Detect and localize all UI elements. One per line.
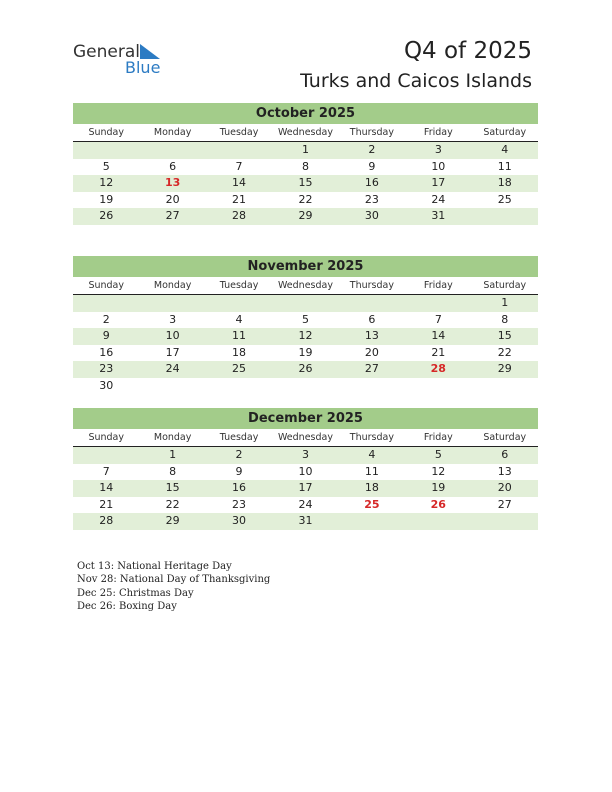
day-cell: 19 xyxy=(99,192,114,206)
day-cell: 13 xyxy=(497,464,512,478)
day-cell: 29 xyxy=(165,514,180,527)
logo-text-blue: Blue xyxy=(125,58,161,77)
day-cell xyxy=(206,378,272,395)
day-cell: 18 xyxy=(232,345,247,359)
day-cell: 25 xyxy=(232,362,247,375)
day-cell: 12 xyxy=(99,176,114,189)
holiday-note: Nov 28: National Day of Thanksgiving xyxy=(77,574,271,586)
week-row xyxy=(73,142,538,159)
day-cell: 22 xyxy=(165,497,180,511)
calendar-november xyxy=(73,256,538,394)
day-cell: 9 xyxy=(368,159,376,173)
week-row xyxy=(73,497,538,514)
general-blue-logo xyxy=(73,40,183,80)
day-cell: 26 xyxy=(298,362,313,375)
week-row xyxy=(73,361,538,378)
day-cell xyxy=(272,378,338,395)
weekday-label: Saturday xyxy=(483,127,527,138)
weekday-label: Tuesday xyxy=(219,127,259,138)
week-row xyxy=(73,480,538,497)
day-cell: 10 xyxy=(431,159,446,173)
day-cell: 28 xyxy=(232,209,247,222)
weekday-label: Wednesday xyxy=(277,280,333,291)
holiday-day-cell: 26 xyxy=(430,497,446,511)
day-cell xyxy=(73,295,139,312)
day-cell: 17 xyxy=(165,345,180,359)
day-cell: 5 xyxy=(301,312,309,326)
day-cell: 26 xyxy=(99,209,114,222)
day-cell xyxy=(139,295,205,312)
day-cell: 16 xyxy=(99,345,114,359)
holiday-day-cell: 28 xyxy=(430,362,446,375)
day-cell: 4 xyxy=(368,448,376,461)
day-cell: 6 xyxy=(368,312,376,326)
weekday-header-row xyxy=(73,125,538,142)
day-cell: 16 xyxy=(232,481,247,494)
page-title: Q4 of 2025 xyxy=(403,38,532,64)
week-row xyxy=(73,513,538,530)
day-cell: 9 xyxy=(102,329,110,342)
day-cell: 19 xyxy=(431,481,446,494)
day-cell xyxy=(139,378,205,395)
week-row xyxy=(73,345,538,362)
day-cell: 21 xyxy=(99,497,114,511)
day-cell: 31 xyxy=(298,514,313,527)
weekday-label: Monday xyxy=(153,432,192,443)
week-row xyxy=(73,175,538,192)
day-cell: 21 xyxy=(431,345,446,359)
day-cell xyxy=(272,295,338,312)
day-cell xyxy=(73,142,139,159)
weekday-label: Tuesday xyxy=(219,432,259,443)
week-row xyxy=(73,208,538,225)
week-row xyxy=(73,328,538,345)
day-cell: 2 xyxy=(368,143,376,156)
week-row xyxy=(73,447,538,464)
weekday-label: Saturday xyxy=(483,280,527,291)
day-cell: 8 xyxy=(501,312,509,326)
day-cell: 20 xyxy=(497,481,512,494)
weekday-label: Thursday xyxy=(349,127,394,138)
weekday-label: Sunday xyxy=(88,127,124,138)
day-cell: 29 xyxy=(298,209,313,222)
day-cell: 14 xyxy=(232,176,247,189)
holiday-notes-list xyxy=(77,560,270,613)
day-cell: 27 xyxy=(165,209,180,222)
day-cell: 23 xyxy=(232,497,247,511)
day-cell: 29 xyxy=(497,362,512,375)
holiday-note: Oct 13: National Heritage Day xyxy=(77,561,232,572)
day-cell: 4 xyxy=(501,143,509,156)
day-cell: 17 xyxy=(431,176,446,189)
day-cell: 15 xyxy=(165,481,180,494)
holiday-day-cell: 13 xyxy=(164,176,181,189)
day-cell: 24 xyxy=(431,192,446,206)
day-cell: 19 xyxy=(298,345,313,359)
month-title: October 2025 xyxy=(73,103,538,124)
day-cell: 15 xyxy=(497,329,512,342)
day-cell: 15 xyxy=(298,176,313,189)
month-title: November 2025 xyxy=(73,256,538,277)
day-cell: 8 xyxy=(169,464,177,478)
day-cell: 12 xyxy=(431,464,446,478)
day-cell xyxy=(472,513,538,530)
weekday-label: Monday xyxy=(153,280,192,291)
day-cell: 27 xyxy=(364,362,379,375)
day-cell xyxy=(206,142,272,159)
day-cell: 27 xyxy=(497,497,512,511)
day-cell: 18 xyxy=(364,481,379,494)
weekday-label: Thursday xyxy=(349,280,394,291)
day-cell: 18 xyxy=(497,176,512,189)
week-row xyxy=(73,159,538,176)
day-cell: 11 xyxy=(232,329,247,342)
day-cell: 20 xyxy=(165,192,180,206)
weekday-label: Friday xyxy=(423,432,453,443)
day-cell: 21 xyxy=(232,192,247,206)
day-cell xyxy=(206,295,272,312)
calendar-december xyxy=(73,408,538,530)
day-cell: 3 xyxy=(301,448,309,461)
weekday-label: Friday xyxy=(423,127,453,138)
week-row xyxy=(73,464,538,481)
day-cell: 7 xyxy=(102,464,110,478)
day-cell: 16 xyxy=(364,176,379,189)
weekday-label: Monday xyxy=(153,127,192,138)
day-cell: 3 xyxy=(434,143,442,156)
calendar-october xyxy=(73,103,538,225)
day-cell: 11 xyxy=(364,464,379,478)
day-cell: 14 xyxy=(431,329,446,342)
day-cell: 12 xyxy=(298,329,313,342)
day-cell: 24 xyxy=(165,362,180,375)
day-cell: 10 xyxy=(165,329,180,342)
day-cell: 4 xyxy=(235,312,243,326)
day-cell: 2 xyxy=(235,448,243,461)
holiday-note: Dec 26: Boxing Day xyxy=(77,600,177,612)
day-cell xyxy=(139,142,205,159)
weekday-header-row xyxy=(73,430,538,447)
day-cell: 22 xyxy=(497,345,512,359)
day-cell: 1 xyxy=(169,448,177,461)
day-cell xyxy=(73,447,139,464)
day-cell: 30 xyxy=(99,378,114,392)
day-cell: 23 xyxy=(99,362,114,375)
weekday-label: Friday xyxy=(423,280,453,291)
weekday-label: Tuesday xyxy=(219,280,259,291)
day-cell: 23 xyxy=(364,192,379,206)
day-cell: 7 xyxy=(235,159,243,173)
holiday-day-cell: 25 xyxy=(364,497,380,511)
day-cell: 6 xyxy=(501,448,509,461)
day-cell: 7 xyxy=(434,312,442,326)
day-cell: 14 xyxy=(99,481,114,494)
day-cell: 8 xyxy=(301,159,309,173)
week-row xyxy=(73,295,538,312)
day-cell: 24 xyxy=(298,497,313,511)
day-cell: 31 xyxy=(431,209,446,222)
day-cell: 5 xyxy=(102,159,110,173)
day-cell: 30 xyxy=(232,514,247,527)
day-cell: 6 xyxy=(169,159,177,173)
day-cell: 17 xyxy=(298,481,313,494)
weekday-label: Sunday xyxy=(88,280,124,291)
week-row xyxy=(73,378,538,395)
day-cell: 5 xyxy=(434,448,442,461)
day-cell: 1 xyxy=(301,143,309,156)
weekday-label: Thursday xyxy=(349,432,394,443)
country-subtitle: Turks and Caicos Islands xyxy=(300,70,532,92)
weekday-header-row xyxy=(73,278,538,295)
day-cell xyxy=(405,513,471,530)
day-cell xyxy=(472,378,538,395)
day-cell: 2 xyxy=(102,312,110,326)
day-cell: 30 xyxy=(364,209,379,222)
day-cell xyxy=(339,378,405,395)
day-cell: 1 xyxy=(501,296,509,309)
weekday-label: Sunday xyxy=(88,432,124,443)
day-cell: 28 xyxy=(99,514,114,527)
month-title: December 2025 xyxy=(73,408,538,429)
day-cell xyxy=(339,295,405,312)
weekday-label: Saturday xyxy=(483,432,527,443)
day-cell: 3 xyxy=(169,312,177,326)
day-cell: 25 xyxy=(497,192,512,206)
day-cell xyxy=(472,208,538,225)
day-cell xyxy=(405,295,471,312)
day-cell: 22 xyxy=(298,192,313,206)
day-cell: 20 xyxy=(364,345,379,359)
weekday-label: Wednesday xyxy=(277,432,333,443)
day-cell xyxy=(405,378,471,395)
day-cell xyxy=(339,513,405,530)
weekday-label: Wednesday xyxy=(277,127,333,138)
logo-text-general: General xyxy=(73,42,140,62)
day-cell: 11 xyxy=(497,159,512,173)
holiday-note: Dec 25: Christmas Day xyxy=(77,587,194,599)
week-row xyxy=(73,312,538,329)
day-cell: 13 xyxy=(364,329,379,342)
day-cell: 9 xyxy=(235,464,243,478)
day-cell: 10 xyxy=(298,464,313,478)
week-row xyxy=(73,192,538,209)
